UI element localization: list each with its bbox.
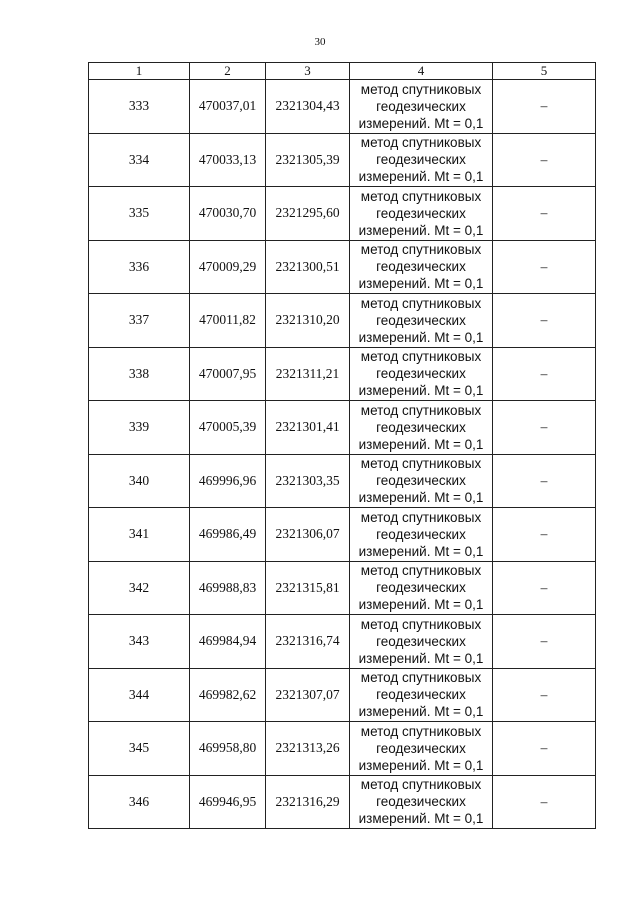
table-row — [89, 240, 596, 294]
method-cell: метод спутниковых геодезических измерений. Mt = 0,1 — [350, 722, 493, 776]
method-cell: метод спутниковых геодезических измерений. Mt = 0,1 — [350, 615, 493, 669]
table-row — [89, 133, 596, 187]
x-coordinate-cell: 470033,13 — [190, 133, 266, 187]
point-number-cell: 337 — [89, 294, 190, 348]
y-coordinate-cell: 2321316,29 — [266, 775, 350, 829]
method-cell: метод спутниковых геодезических измерений. Mt = 0,1 — [350, 347, 493, 401]
point-number-cell: 344 — [89, 668, 190, 722]
method-cell: метод спутниковых геодезических измерений. Mt = 0,1 — [350, 401, 493, 455]
y-coordinate-cell: 2321295,60 — [266, 187, 350, 241]
notes-cell: – — [493, 615, 596, 669]
y-coordinate-cell: 2321303,35 — [266, 454, 350, 508]
x-coordinate-cell: 470037,01 — [190, 80, 266, 134]
y-coordinate-cell: 2321307,07 — [266, 668, 350, 722]
coordinates-table — [88, 62, 596, 829]
notes-cell: – — [493, 722, 596, 776]
method-cell: метод спутниковых геодезических измерений. Mt = 0,1 — [350, 668, 493, 722]
y-coordinate-cell: 2321300,51 — [266, 240, 350, 294]
x-coordinate-cell: 469986,49 — [190, 508, 266, 562]
y-coordinate-cell: 2321310,20 — [266, 294, 350, 348]
x-coordinate-cell: 470007,95 — [190, 347, 266, 401]
x-coordinate-cell: 469982,62 — [190, 668, 266, 722]
table-row — [89, 401, 596, 455]
notes-cell: – — [493, 775, 596, 829]
x-coordinate-cell: 470030,70 — [190, 187, 266, 241]
method-cell: метод спутниковых геодезических измерений. Mt = 0,1 — [350, 454, 493, 508]
y-coordinate-cell: 2321313,26 — [266, 722, 350, 776]
table-row — [89, 561, 596, 615]
notes-cell: – — [493, 668, 596, 722]
x-coordinate-cell: 469958,80 — [190, 722, 266, 776]
x-coordinate-cell: 469996,96 — [190, 454, 266, 508]
table-row — [89, 347, 596, 401]
notes-cell: – — [493, 508, 596, 562]
method-cell: метод спутниковых геодезических измерений. Mt = 0,1 — [350, 187, 493, 241]
page-number: 30 — [314, 36, 326, 48]
y-coordinate-cell: 2321304,43 — [266, 80, 350, 134]
point-number-cell: 345 — [89, 722, 190, 776]
table-row — [89, 668, 596, 722]
column-header: 2 — [190, 63, 266, 80]
y-coordinate-cell: 2321301,41 — [266, 401, 350, 455]
table-row — [89, 775, 596, 829]
table-row — [89, 294, 596, 348]
table-row — [89, 722, 596, 776]
point-number-cell: 339 — [89, 401, 190, 455]
y-coordinate-cell: 2321306,07 — [266, 508, 350, 562]
point-number-cell: 342 — [89, 561, 190, 615]
x-coordinate-cell: 469984,94 — [190, 615, 266, 669]
method-cell: метод спутниковых геодезических измерений. Mt = 0,1 — [350, 508, 493, 562]
method-cell: метод спутниковых геодезических измерений. Mt = 0,1 — [350, 775, 493, 829]
y-coordinate-cell: 2321305,39 — [266, 133, 350, 187]
notes-cell: – — [493, 561, 596, 615]
x-coordinate-cell: 470009,29 — [190, 240, 266, 294]
table-row — [89, 508, 596, 562]
notes-cell: – — [493, 133, 596, 187]
method-cell: метод спутниковых геодезических измерений. Mt = 0,1 — [350, 80, 493, 134]
table-row — [89, 80, 596, 134]
method-cell: метод спутниковых геодезических измерений. Mt = 0,1 — [350, 561, 493, 615]
x-coordinate-cell: 469946,95 — [190, 775, 266, 829]
column-header: 1 — [89, 63, 190, 80]
point-number-cell: 341 — [89, 508, 190, 562]
x-coordinate-cell: 469988,83 — [190, 561, 266, 615]
table-row — [89, 615, 596, 669]
point-number-cell: 343 — [89, 615, 190, 669]
notes-cell: – — [493, 294, 596, 348]
x-coordinate-cell: 470011,82 — [190, 294, 266, 348]
column-header: 3 — [266, 63, 350, 80]
table-header-row — [89, 63, 596, 80]
notes-cell: – — [493, 80, 596, 134]
notes-cell: – — [493, 187, 596, 241]
notes-cell: – — [493, 240, 596, 294]
notes-cell: – — [493, 401, 596, 455]
point-number-cell: 333 — [89, 80, 190, 134]
point-number-cell: 338 — [89, 347, 190, 401]
notes-cell: – — [493, 347, 596, 401]
point-number-cell: 340 — [89, 454, 190, 508]
point-number-cell: 334 — [89, 133, 190, 187]
column-header: 4 — [350, 63, 493, 80]
table-body — [89, 80, 596, 829]
notes-cell: – — [493, 454, 596, 508]
x-coordinate-cell: 470005,39 — [190, 401, 266, 455]
table-row — [89, 187, 596, 241]
point-number-cell: 336 — [89, 240, 190, 294]
method-cell: метод спутниковых геодезических измерений. Mt = 0,1 — [350, 240, 493, 294]
y-coordinate-cell: 2321311,21 — [266, 347, 350, 401]
point-number-cell: 335 — [89, 187, 190, 241]
method-cell: метод спутниковых геодезических измерений. Mt = 0,1 — [350, 294, 493, 348]
point-number-cell: 346 — [89, 775, 190, 829]
y-coordinate-cell: 2321315,81 — [266, 561, 350, 615]
column-header: 5 — [493, 63, 596, 80]
y-coordinate-cell: 2321316,74 — [266, 615, 350, 669]
table-row — [89, 454, 596, 508]
method-cell: метод спутниковых геодезических измерений. Mt = 0,1 — [350, 133, 493, 187]
